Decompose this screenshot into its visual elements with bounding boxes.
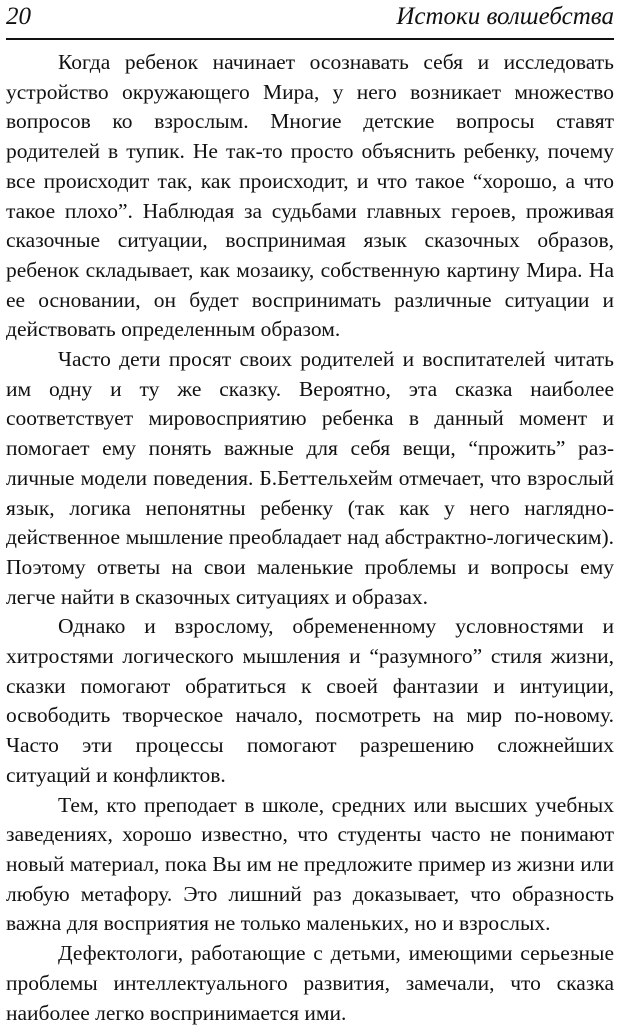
page-number: 20	[6, 3, 31, 30]
paragraph-2: Часто дети просят своих родителей и воспитателей читать им одну и ту же сказку. Вероятно, эта сказка наиболее соответствует мировосприятию ребенка в данный момент и помогает ему понять важные для себя вещи, “прожить” различные модели поведения. Б.Беттельхейм отмечает, что взрослый язык, логика непонятны ребенку (так как у него наглядно-действенное мышление преобладает над абстрактно-логическим). Поэтому ответы на свои маленькие проблемы и вопросы ему легче найти в сказочных ситуациях и образах.	[6, 347, 614, 609]
running-title: Истоки волшебства	[396, 3, 614, 30]
paragraph-1: Когда ребенок начинает осознавать себя и исследовать устройство окружающего Мира, у него возникает множество вопросов ко взрослым. Многие детские вопросы ставят родителей в тупик. Не так-то просто объяснить ребенку, почему все происходит так, как происходит, и что такое “хорошо, а что такое плохо”. Наблюдая за судьбами главных героев, проживая сказочные ситуации, воспринимая язык сказочных образов, ребенок складывает, как мозаику, собственную картину Мира. На ее основании, он будет воспринимать различные ситуации и действовать определенным образом.	[6, 50, 614, 342]
paragraph-4: Тем, кто преподает в школе, средних или высших учебных заведениях, хорошо известно, что студенты часто не понимают новый материал, пока Вы им не предложите пример из жизни или любую метафору. Это лишний раз доказывает, что образность важна для восприятия не только маленьких, но и взрослых.	[6, 792, 614, 936]
paragraph-5: Дефектологи, работающие с детьми, имеющими серьезные проблемы интеллектуального развития, замечали, что сказка наиболее легко воспринимается ими.	[6, 941, 614, 1025]
page-header	[6, 0, 614, 40]
body-text	[6, 48, 614, 1028]
paragraph-3: Однако и взрослому, обремененному условностями и хитростями логического мышления и “разумного” стиля жизни, сказки помогают обратиться к своей фантазии и интуиции, освободить творческое начало, посмотреть на мир по-новому. Часто эти процессы помогают разрешению сложнейших ситуаций и конфликтов.	[6, 614, 614, 787]
